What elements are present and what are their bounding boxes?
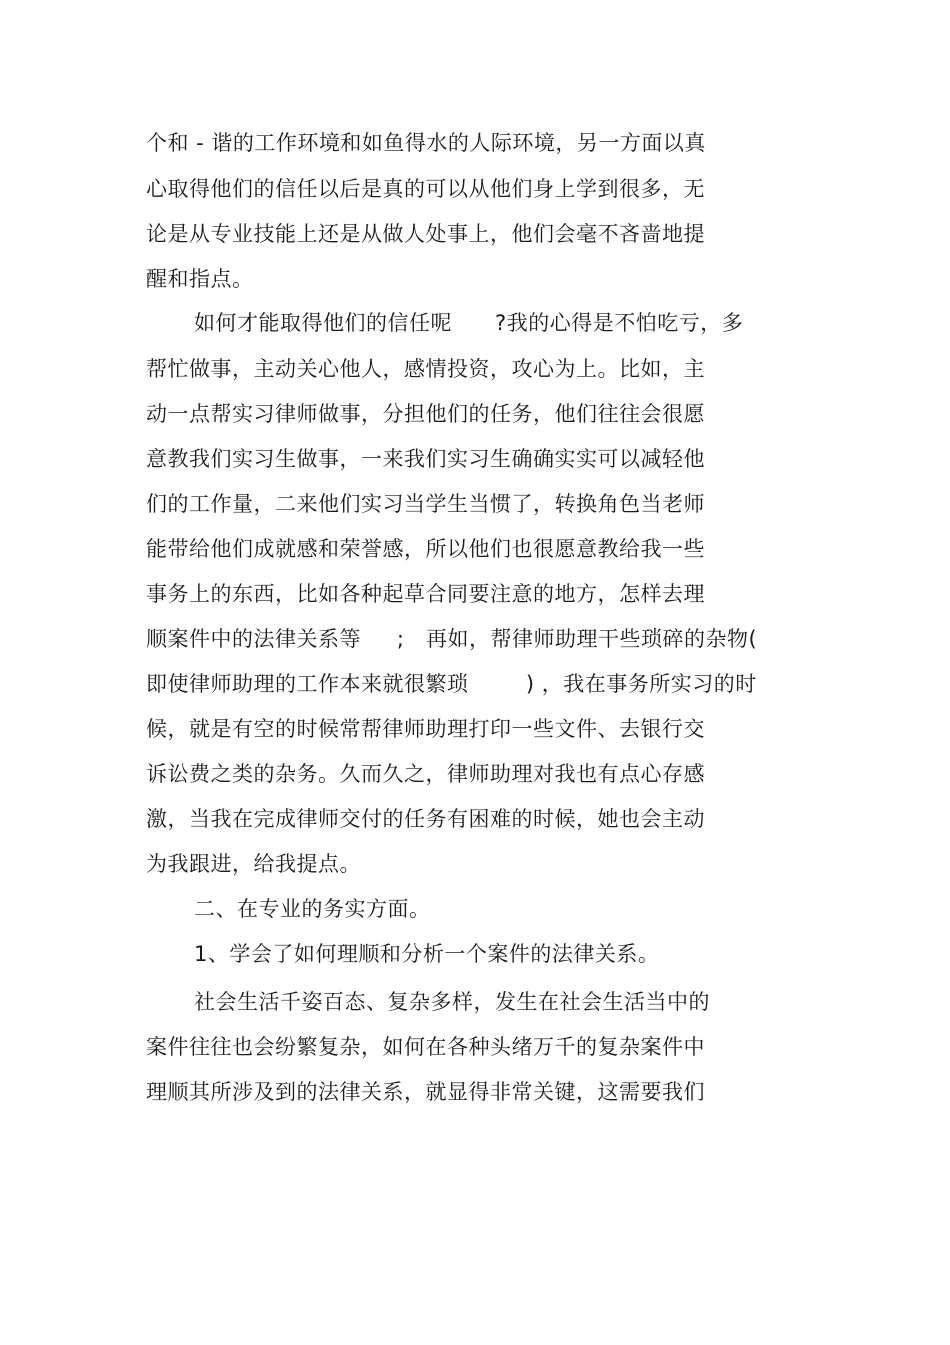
text-line: 诉讼费之类的杂务。久而久之，律师助理对我也有点心存感 bbox=[146, 762, 705, 786]
text-line: 意教我们实习生做事，一来我们实习生确确实实可以减轻他 bbox=[146, 447, 705, 471]
text-line: 案件往往也会纷繁复杂，如何在各种头绪万千的复杂案件中 bbox=[146, 1035, 705, 1059]
text-line: 如何才能取得他们的信任呢 ?我的心得是不怕吃亏，多 bbox=[194, 311, 744, 335]
text-line: 事务上的东西，比如各种起草合同要注意的地方，怎样去理 bbox=[146, 582, 705, 606]
text-line: 为我跟进，给我提点。 bbox=[146, 852, 361, 876]
text-line: 激，当我在完成律师交付的任务有困难的时候，她也会主动 bbox=[146, 807, 705, 831]
text-line: 理顺其所涉及到的法律关系，就显得非常关键，这需要我们 bbox=[146, 1080, 705, 1104]
text-line: 醒和指点。 bbox=[146, 267, 254, 291]
text-line: 即使律师助理的工作本来就很繁琐 ) ，我在事务所实习的时 bbox=[146, 672, 757, 696]
text-line: 1、学会了如何理顺和分析一个案件的法律关系。 bbox=[194, 942, 660, 966]
text-line: 二、在专业的务实方面。 bbox=[194, 897, 431, 921]
text-line: 顺案件中的法律关系等 ; 再如，帮律师助理干些琐碎的杂物( bbox=[146, 627, 758, 651]
text-line: 社会生活千姿百态、复杂多样，发生在社会生活当中的 bbox=[194, 990, 710, 1014]
text-line: 帮忙做事，主动关心他人，感情投资，攻心为上。比如，主 bbox=[146, 357, 705, 381]
text-line: 能带给他们成就感和荣誉感，所以他们也很愿意教给我一些 bbox=[146, 537, 705, 561]
text-line: 论是从专业技能上还是从做人处事上，他们会毫不吝啬地提 bbox=[146, 222, 705, 246]
text-line: 候，就是有空的时候常帮律师助理打印一些文件、去银行交 bbox=[146, 717, 705, 741]
text-line: 动一点帮实习律师做事，分担他们的任务，他们往往会很愿 bbox=[146, 402, 705, 426]
text-line: 心取得他们的信任以后是真的可以从他们身上学到很多，无 bbox=[146, 177, 705, 201]
text-line: 个和 - 谐的工作环境和如鱼得水的人际环境，另一方面以真 bbox=[146, 131, 706, 155]
text-line: 们的工作量，二来他们实习当学生当惯了，转换角色当老师 bbox=[146, 492, 705, 516]
